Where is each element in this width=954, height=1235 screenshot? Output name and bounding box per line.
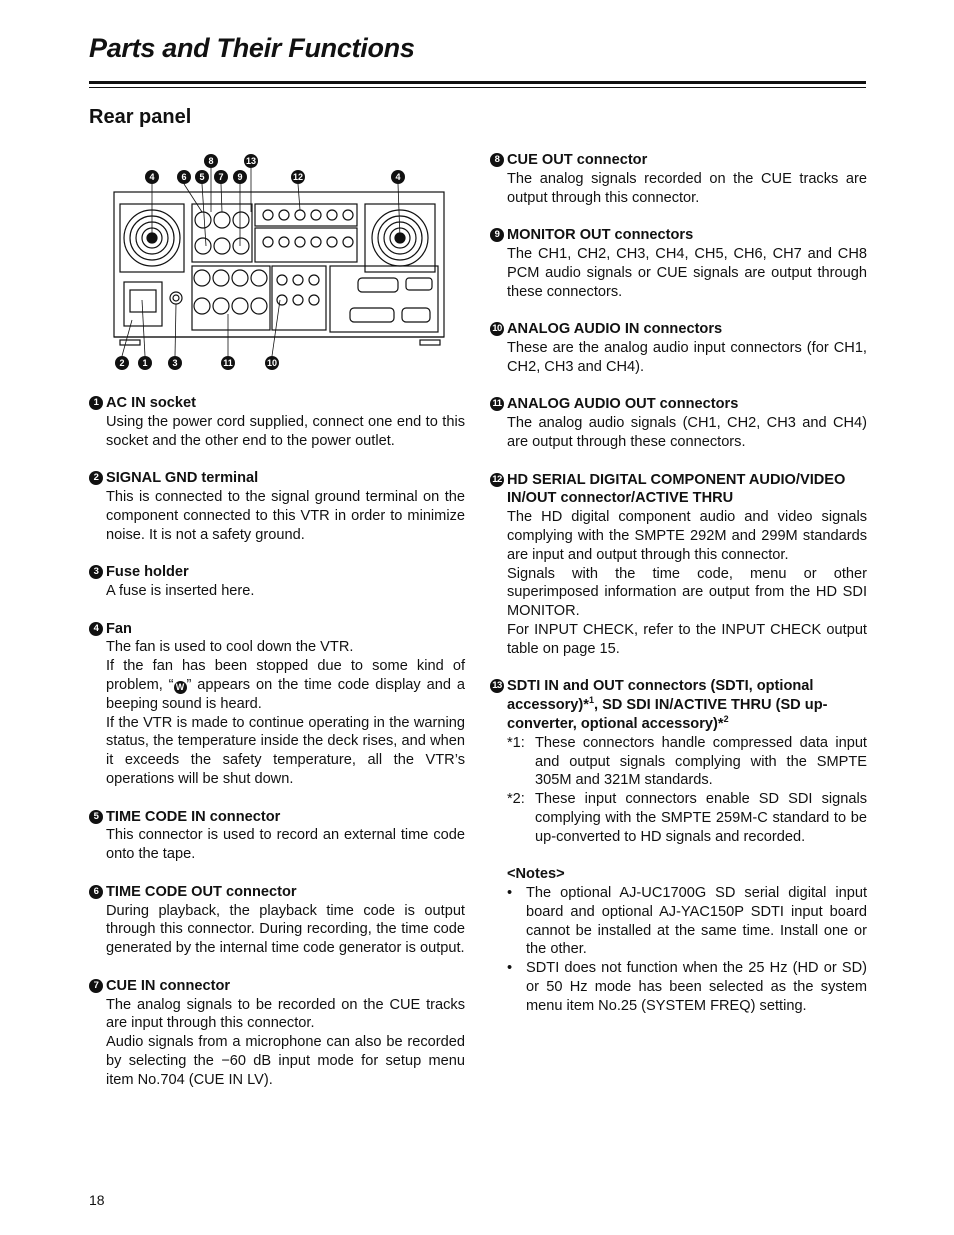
callout-4-left: 4 — [149, 172, 155, 182]
item-title: SIGNAL GND terminal — [106, 470, 259, 487]
item-analog-audio-out — [490, 395, 867, 451]
title-rule — [89, 81, 866, 84]
page-title: Parts and Their Functions — [89, 33, 415, 63]
callout-11: 11 — [223, 358, 233, 368]
callout-13: 13 — [245, 156, 257, 166]
item-sdti — [490, 677, 867, 846]
callout-12: 12 — [292, 172, 304, 182]
item-title: CUE IN connector — [106, 977, 231, 994]
item-number-badge: 12 — [490, 473, 504, 487]
footnote-2: *2: These input connectors enable SD SDI signals complying with the SMPTE 259M-C standard to be up-converted to HD signals and recorded. — [507, 791, 867, 845]
callout-10: 10 — [266, 358, 278, 368]
callout-1: 1 — [142, 358, 148, 368]
item-ac-in-socket — [89, 394, 465, 450]
item-fan — [89, 620, 465, 789]
left-column — [89, 394, 465, 1108]
page-number: 18 — [89, 1192, 105, 1208]
item-body: The HD digital component audio and video signals complying with the SMPTE 292M and 299M standards are input and output through this connector. — [507, 509, 867, 563]
item-title: ANALOG AUDIO IN connectors — [507, 321, 723, 338]
item-body: Audio signals from a microphone can also be recorded by selecting the −60 dB input mode for setup menu item No.704 (CUE IN LV). — [106, 1034, 465, 1088]
item-body: The fan is used to cool down the VTR. — [106, 639, 354, 656]
item-body: The CH1, CH2, CH3, CH4, CH5, CH6, CH7 and CH8 PCM audio signals or CUE signals are output through these connectors. — [507, 245, 867, 300]
callout-8: 8 — [208, 156, 214, 166]
item-number-badge: 11 — [490, 397, 504, 411]
item-body: Using the power cord supplied, connect one end to this socket and the other end to the power outlet. — [106, 413, 465, 449]
note-item: • The optional AJ-UC1700G SD serial digital input board and optional AJ-YAC150P SDTI input board cannot be installed at the same time. Install one or the other. — [507, 885, 867, 958]
rear-panel-illustration — [110, 150, 450, 380]
item-number-badge: 7 — [89, 979, 103, 993]
item-number-badge: 13 — [490, 679, 504, 693]
item-body: If the VTR is made to continue operating in the warning status, the temperature inside the deck rises, and when it exceeds the safety temperature, all the VTR’s operations will be shut down. — [106, 714, 465, 787]
item-title: TIME CODE IN connector — [106, 808, 281, 825]
callout-9: 9 — [237, 172, 243, 182]
callout-4-right: 4 — [395, 172, 401, 182]
item-body: The analog signals to be recorded on the CUE tracks are input through this connector. — [106, 996, 465, 1032]
item-fuse-holder — [89, 563, 465, 601]
item-title: SDTI IN and OUT connectors (SDTI, optional accessory)*$^1$, SD SDI IN/ACTIVE THRU (SD up-converter, optional accessory)*$^2$ — [507, 678, 828, 732]
item-body: These are the analog audio input connectors (for CH1, CH2, CH3 and CH4). — [507, 339, 867, 375]
item-signal-gnd — [89, 469, 465, 544]
notes-section — [490, 865, 867, 1015]
item-number-badge: 8 — [490, 153, 504, 167]
item-body: During playback, the playback time code is output through this connector. During recording, the time code generated by the internal time code generator is output. — [106, 902, 465, 957]
callout-5: 5 — [199, 172, 205, 182]
item-body: For INPUT CHECK, refer to the INPUT CHECK output table on page 15. — [507, 621, 867, 657]
item-hd-sdi — [490, 471, 867, 659]
item-cue-in — [89, 977, 465, 1090]
callout-2: 2 — [119, 358, 125, 368]
note-item: • SDTI does not function when the 25 Hz (HD or SD) or 50 Hz mode has been selected as the system menu item No.25 (SYSTEM FREQ) setting. — [507, 960, 867, 1014]
hd-sdi-block — [255, 228, 357, 262]
item-title: AC IN socket — [106, 395, 197, 411]
item-monitor-out — [490, 226, 867, 301]
fuse-holder — [170, 292, 182, 304]
item-title: TIME CODE OUT connector — [106, 883, 297, 900]
item-number-badge: 4 — [89, 622, 103, 636]
section-title: Rear panel — [89, 106, 192, 128]
item-title: Fuse holder — [106, 564, 189, 581]
item-number-badge: 3 — [89, 565, 103, 579]
item-number-badge: 10 — [490, 322, 504, 336]
item-body: This is connected to the signal ground terminal on the component connected to this VTR in order to minimize noise. It is not a safety ground. — [106, 488, 465, 543]
item-title: MONITOR OUT connectors — [507, 227, 694, 244]
title-rule-thin — [89, 87, 866, 88]
item-title: ANALOG AUDIO OUT connectors — [507, 396, 739, 413]
notes-heading: <Notes> — [507, 866, 565, 883]
item-body: Signals with the time code, menu or other superimposed information are output from the HD SDI MONITOR. — [507, 565, 867, 620]
item-number-badge: 5 — [89, 810, 103, 824]
right-column — [490, 151, 867, 1016]
item-title: HD SERIAL DIGITAL COMPONENT AUDIO/VIDEO IN/OUT connector/ACTIVE THRU — [507, 471, 846, 507]
bnc-row-top — [255, 204, 357, 226]
callout-7: 7 — [218, 172, 224, 182]
footnote-1: *1: These connectors handle compressed data input and output signals complying with the SMPTE 305M and 321M standards. — [507, 734, 867, 789]
item-title: Fan — [106, 620, 132, 637]
item-title: CUE OUT connector — [507, 152, 648, 168]
item-number-badge: 2 — [89, 471, 103, 485]
item-number-badge: 9 — [490, 228, 504, 242]
item-cue-out — [490, 151, 867, 207]
item-body: The analog signals recorded on the CUE tracks are output through this connector. — [507, 170, 867, 206]
warning-icon: W — [174, 681, 187, 694]
item-time-code-in — [89, 808, 465, 864]
item-body: This connector is used to record an external time code onto the tape. — [106, 827, 465, 863]
item-analog-audio-in — [490, 320, 867, 376]
callout-3: 3 — [172, 358, 178, 368]
item-number-badge: 1 — [89, 396, 103, 410]
item-body: The analog audio signals (CH1, CH2, CH3 and CH4) are output through these connectors. — [507, 415, 867, 450]
item-number-badge: 6 — [89, 885, 103, 899]
item-time-code-out — [89, 883, 465, 958]
item-body: A fuse is inserted here. — [106, 582, 255, 599]
callout-6: 6 — [181, 172, 187, 182]
item-body-warning: If the fan has been stopped due to some kind of problem, “ W ” appears on the time code display and a beeping sound is heard. — [106, 658, 465, 712]
